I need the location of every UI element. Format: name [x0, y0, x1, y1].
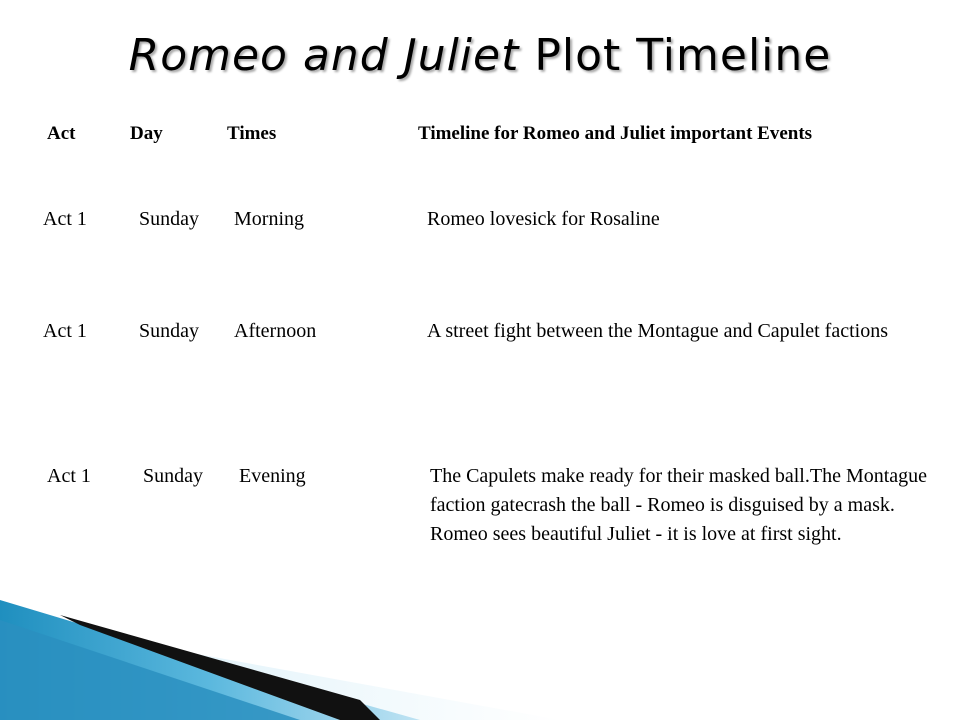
- row-time: Morning: [234, 208, 304, 230]
- slide-title: [0, 28, 960, 84]
- row-time: Evening: [239, 465, 306, 487]
- row-act: Act 1: [43, 320, 87, 342]
- header-times: Times: [227, 123, 277, 144]
- row-time: Afternoon: [234, 320, 317, 342]
- row-act: Act 1: [43, 208, 87, 230]
- row-act: Act 1: [47, 465, 91, 487]
- row-event: A street fight between the Montague and Capulet factions: [427, 320, 888, 342]
- row-day: Sunday: [143, 465, 203, 487]
- row-event: Romeo lovesick for Rosaline: [427, 208, 660, 230]
- row-event: The Capulets make ready for their masked ball.The Montague faction gatecrash the ball - Romeo is disguised by a mask. Romeo sees beautiful Juliet - it is love at first sight.: [430, 465, 928, 545]
- title-rest: Plot Timeline: [534, 30, 832, 81]
- row-day: Sunday: [139, 320, 199, 342]
- header-act: Act: [47, 123, 76, 144]
- title-italic: Romeo and Juliet: [128, 30, 520, 81]
- header-day: Day: [130, 123, 163, 144]
- header-events: Timeline for Romeo and Juliet important Events: [418, 123, 813, 144]
- row-day: Sunday: [139, 208, 199, 230]
